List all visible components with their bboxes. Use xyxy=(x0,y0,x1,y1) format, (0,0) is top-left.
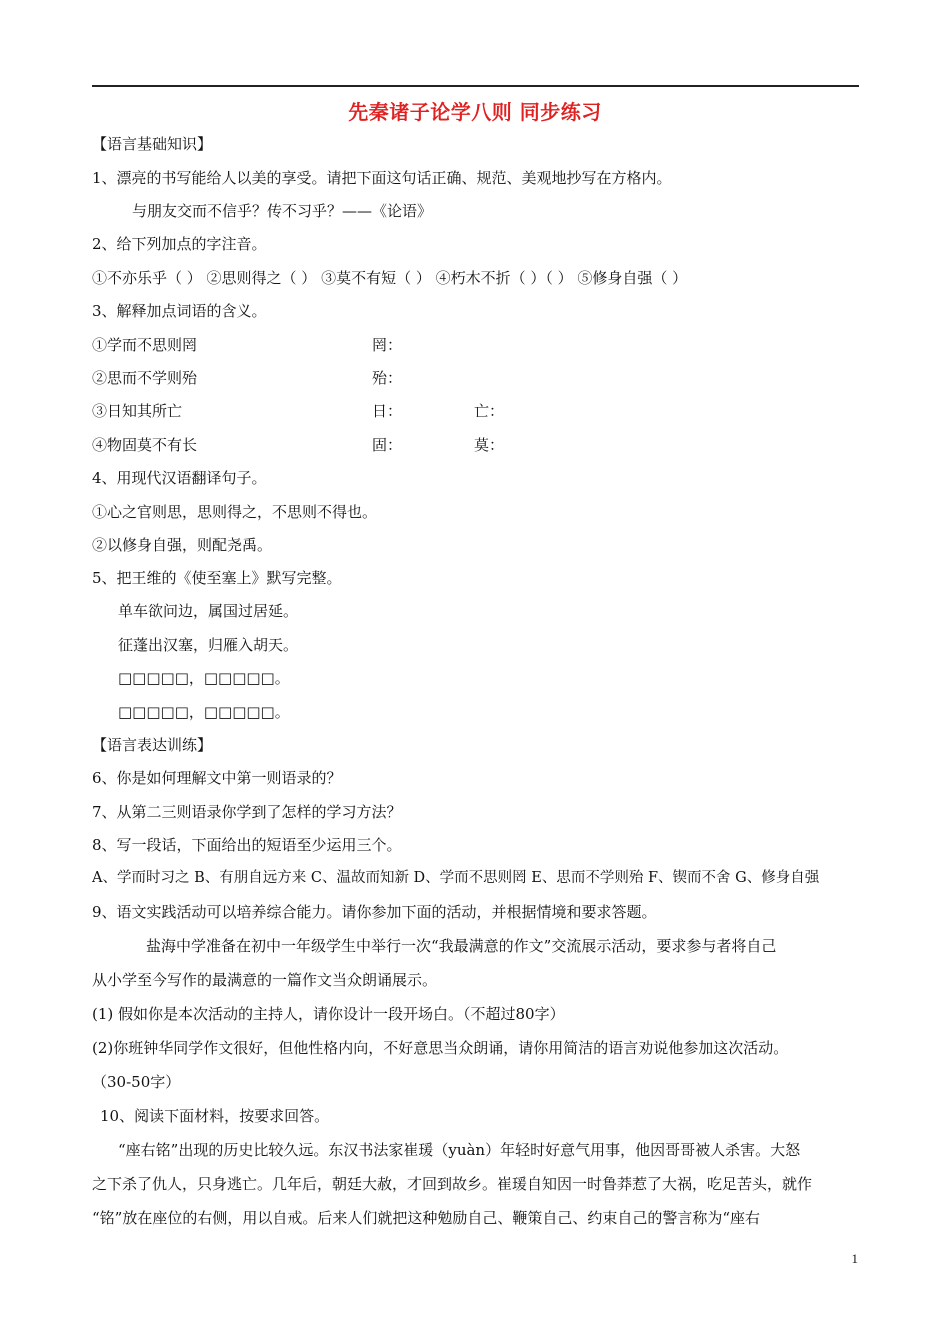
q3-word-2: 亡： xyxy=(474,402,505,420)
question-3-row xyxy=(92,335,492,355)
question-4-item-1: ①心之官则思，思则得之，不思则不得也。 xyxy=(92,503,378,521)
question-9-part-1: (1) 假如你是本次活动的主持人，请你设计一段开场白。（不超过80字） xyxy=(92,1005,565,1023)
question-2-items: ①不亦乐乎（ ） ②思则得之（ ） ③莫不有短（ ） ④朽木不折（ ）（ ） ⑤修身自强（ ） xyxy=(92,269,688,287)
poem-blank-line-3: □□□□□，□□□□□。 xyxy=(118,669,290,687)
question-4-item-2: ②以修身自强，则配尧禹。 xyxy=(92,536,273,554)
section-heading-expression: 【语言表达训练】 xyxy=(92,736,213,754)
question-1-quote: 与朋友交而不信乎？传不习乎？——《论语》 xyxy=(132,202,433,220)
question-8-items: A、学而时习之 B、有朋自远方来 C、温故而知新 D、学而不思则罔 E、思而不学则殆 F、锲而不舍 G、修身自强 xyxy=(92,870,820,886)
question-9-part-2: (2)你班钟华同学作文很好，但他性格内向，不好意思当众朗诵，请你用简洁的语言劝说他参加这次活动。 xyxy=(92,1039,789,1057)
question-4: 4、用现代汉语翻译句子。 xyxy=(92,469,267,487)
question-9-part-2-limit: （30-50字） xyxy=(92,1073,181,1091)
q3-phrase: ③日知其所亡 xyxy=(92,402,183,420)
q3-phrase: ②思而不学则殆 xyxy=(92,369,198,387)
header-rule xyxy=(92,85,859,87)
q3-word-2: 莫： xyxy=(474,436,505,454)
poem-line-1: 单车欲问边，属国过居延。 xyxy=(118,602,299,620)
page-title: 先秦诸子论学八则 同步练习 xyxy=(348,100,602,124)
question-9: 9、语文实践活动可以培养综合能力。请你参加下面的活动，并根据情境和要求答题。 xyxy=(92,903,657,921)
q3-word-1: 固： xyxy=(372,436,403,454)
question-3-row xyxy=(92,368,492,388)
question-9-paragraph-2: 从小学至今写作的最满意的一篇作文当众朗诵展示。 xyxy=(92,971,438,989)
question-5: 5、把王维的《使至塞上》默写完整。 xyxy=(92,569,342,587)
q3-phrase: ①学而不思则罔 xyxy=(92,336,198,354)
question-8: 8、写一段话，下面给出的短语至少运用三个。 xyxy=(92,836,402,854)
poem-blank-line-4: □□□□□，□□□□□。 xyxy=(118,703,290,721)
question-6: 6、你是如何理解文中第一则语录的？ xyxy=(92,769,342,787)
question-3: 3、解释加点词语的含义。 xyxy=(92,302,267,320)
question-1: 1、漂亮的书写能给人以美的享受。请把下面这句话正确、规范、美观地抄写在方格内。 xyxy=(92,169,672,187)
q3-phrase: ④物固莫不有长 xyxy=(92,436,198,454)
question-9-paragraph-1: 盐海中学准备在初中一年级学生中举行一次“我最满意的作文”交流展示活动，要求参与者将自己 xyxy=(146,937,777,955)
question-3-row xyxy=(92,435,505,455)
q3-word-1: 殆： xyxy=(372,369,403,387)
q3-word-1: 罔： xyxy=(372,336,403,354)
section-heading-basics: 【语言基础知识】 xyxy=(92,135,213,153)
question-2: 2、给下列加点的字注音。 xyxy=(92,235,267,253)
q3-word-1: 日： xyxy=(372,402,403,420)
question-3-row xyxy=(92,401,505,421)
question-7: 7、从第二三则语录你学到了怎样的学习方法？ xyxy=(92,803,402,821)
question-10-paragraph-2: 之下杀了仇人，只身逃亡。几年后，朝廷大赦，才回到故乡。崔瑗自知因一时鲁莽惹了大祸，吃足苦头，就作 xyxy=(92,1175,813,1193)
question-10-paragraph-1: “座右铭”出现的历史比较久远。东汉书法家崔瑗（yuàn）年轻时好意气用事，他因哥哥被人杀害。大怒 xyxy=(118,1141,801,1159)
page-number: 1 xyxy=(851,1251,858,1266)
question-10: 10、阅读下面材料，按要求回答。 xyxy=(100,1107,330,1125)
question-10-paragraph-3: “铭”放在座位的右侧，用以自戒。后来人们就把这种勉励自己、鞭策自己、约束自己的警言称为“座右 xyxy=(92,1209,761,1227)
poem-line-2: 征蓬出汉塞，归雁入胡天。 xyxy=(118,636,299,654)
